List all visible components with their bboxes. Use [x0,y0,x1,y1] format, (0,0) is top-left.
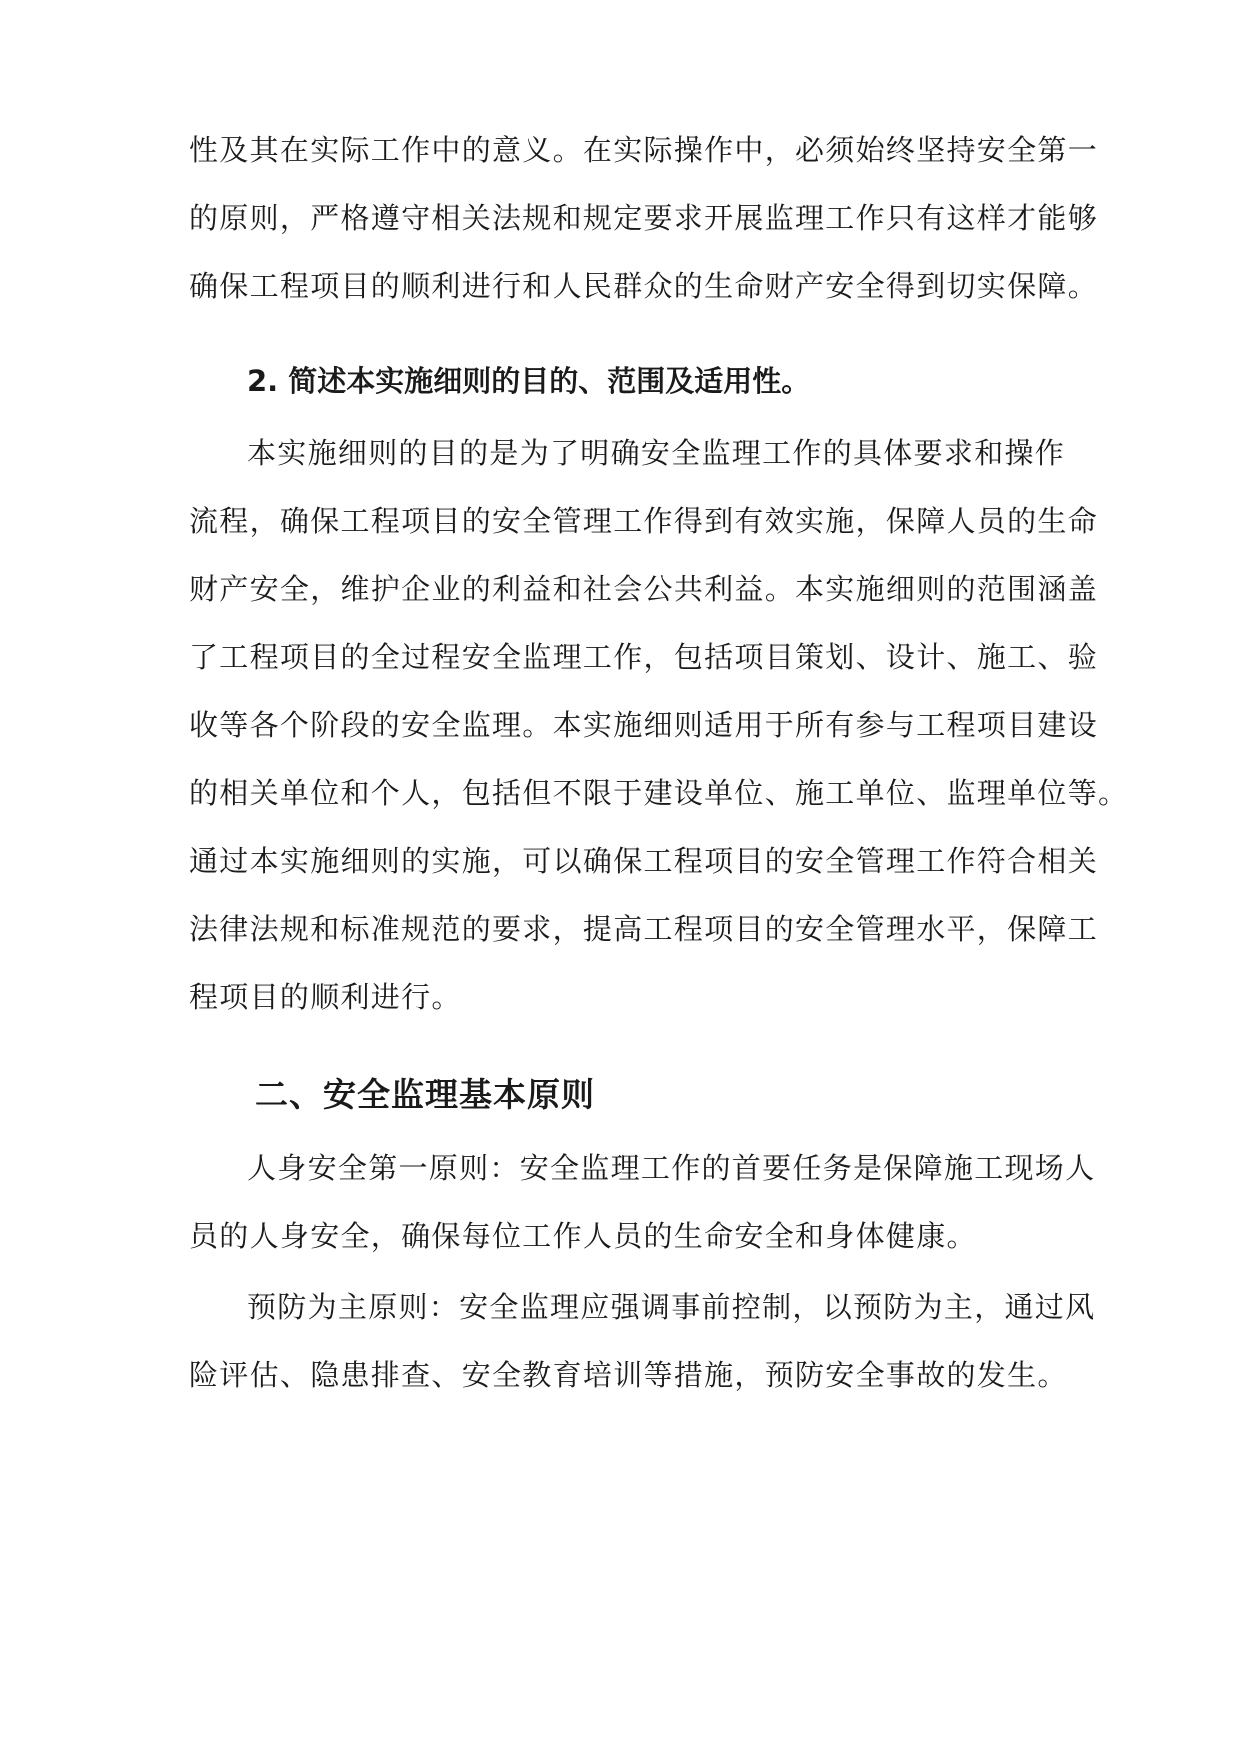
intro-line-2: 的原则，严格遵守相关法规和规定要求开展监理工作只有这样才能够 [189,201,1099,235]
intro-line-1: 性及其在实际工作中的意义。在实际操作中，必须始终坚持安全第一 [189,133,1099,167]
purpose-line-9: 程项目的顺利进行。 [189,980,462,1014]
purpose-line-8: 法律法规和标准规范的要求，提高工程项目的安全管理水平，保障工 [189,912,1099,946]
principle-1-line-2: 员的人身安全，确保每位工作人员的生命安全和身体健康。 [189,1219,977,1253]
principle-1-line-1: 人身安全第一原则：安全监理工作的首要任务是保障施工现场人 [247,1151,1096,1185]
purpose-line-7: 通过本实施细则的实施，可以确保工程项目的安全管理工作符合相关 [189,844,1099,878]
purpose-line-1: 本实施细则的目的是为了明确安全监理工作的具体要求和操作 [247,436,1066,470]
purpose-line-6: 的相关单位和个人，包括但不限于建设单位、施工单位、监理单位等。 [189,776,1129,810]
section-heading-purpose-scope: 2. 简述本实施细则的目的、范围及适用性。 [247,364,811,398]
intro-line-3: 确保工程项目的顺利进行和人民群众的生命财产安全得到切实保障。 [189,269,1099,303]
purpose-line-5: 收等各个阶段的安全监理。本实施细则适用于所有参与工程项目建设 [189,708,1099,742]
principle-2-line-1: 预防为主原则：安全监理应强调事前控制，以预防为主，通过风 [247,1290,1096,1324]
principle-2-line-2: 险评估、隐患排查、安全教育培训等措施，预防安全事故的发生。 [189,1358,1068,1392]
purpose-line-4: 了工程项目的全过程安全监理工作，包括项目策划、设计、施工、验 [189,640,1099,674]
purpose-line-2: 流程，确保工程项目的安全管理工作得到有效实施，保障人员的生命 [189,504,1099,538]
purpose-line-3: 财产安全，维护企业的利益和社会公共利益。本实施细则的范围涵盖 [189,572,1099,606]
chapter-heading-basic-principles: 二、安全监理基本原则 [255,1075,595,1114]
